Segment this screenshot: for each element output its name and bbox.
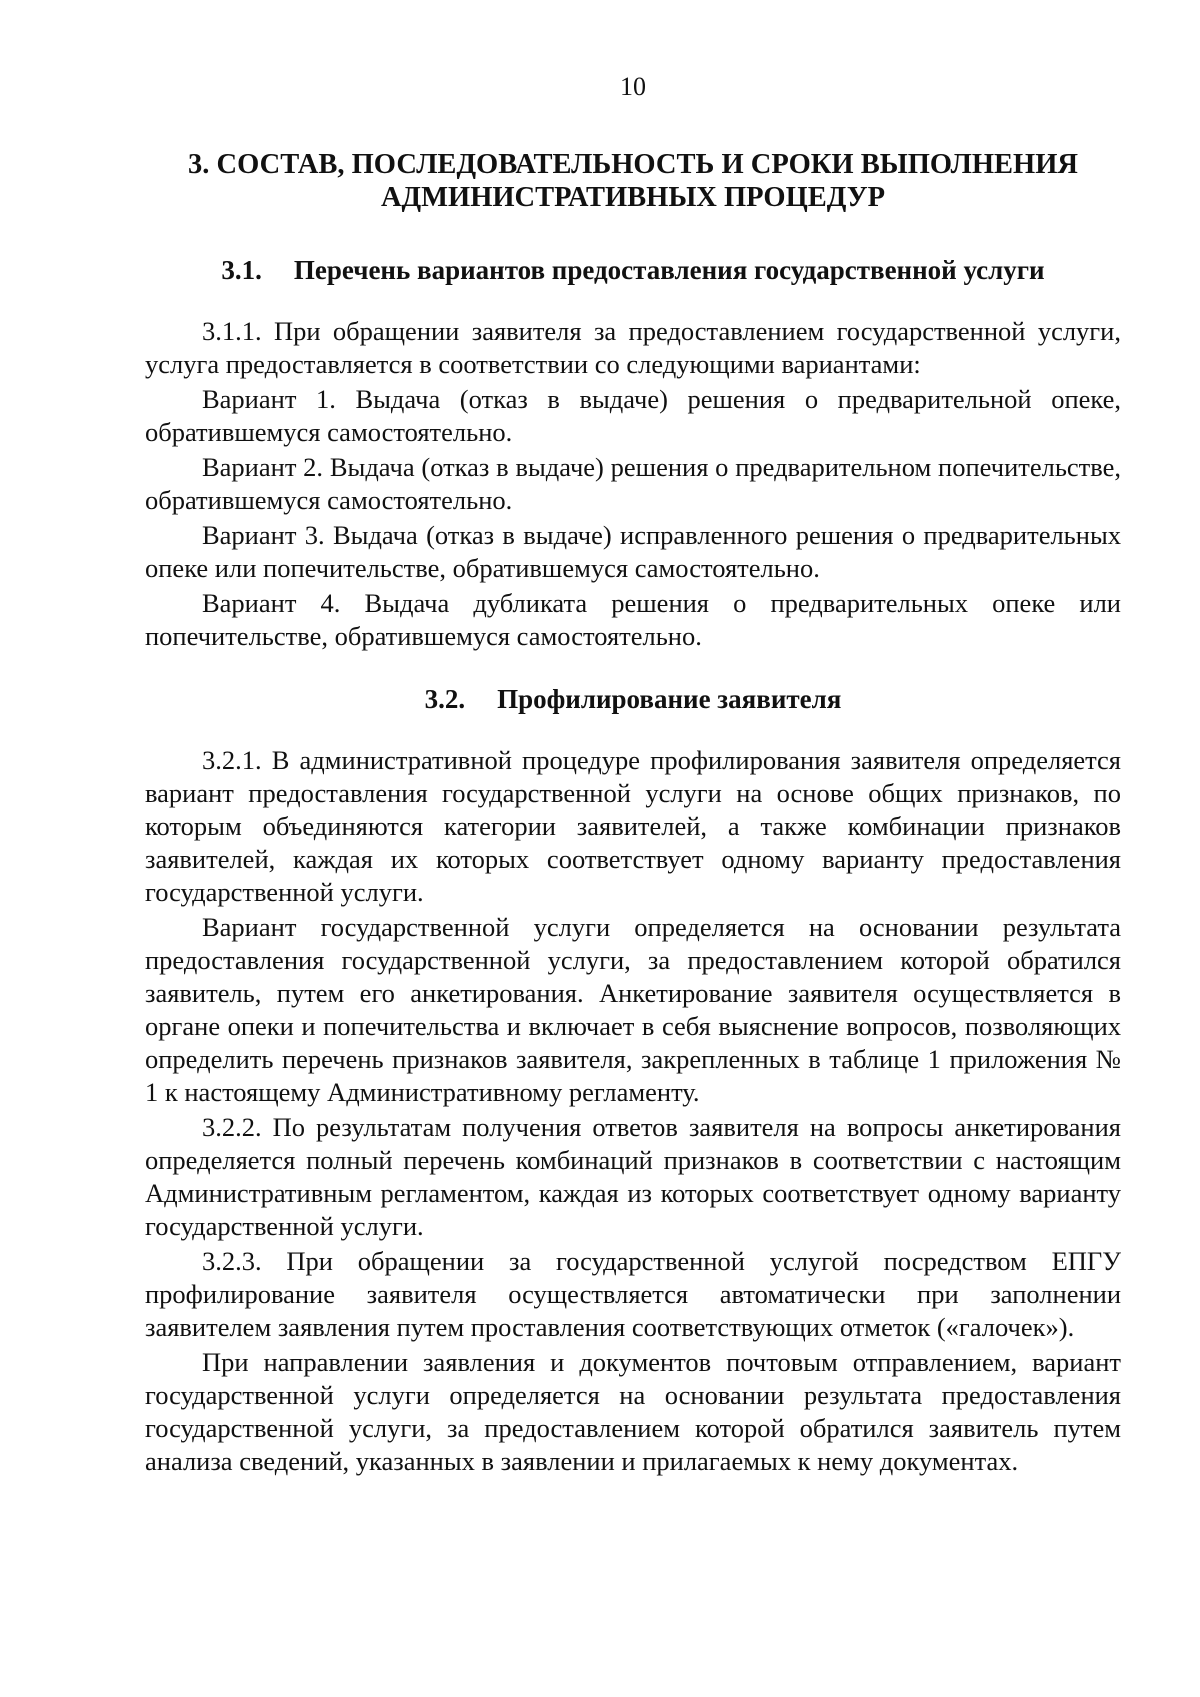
subsection-number: 3.1.	[221, 255, 262, 285]
section-title	[145, 148, 1121, 214]
section-title-line-1: 3. СОСТАВ, ПОСЛЕДОВАТЕЛЬНОСТЬ И СРОКИ ВЫПОЛНЕНИЯ	[188, 149, 1078, 180]
subsection-title-3-2	[145, 683, 1121, 716]
paragraph-variant-1: Вариант 1. Выдача (отказ в выдаче) решения о предварительной опеке, обратившемуся самостоятельно.	[145, 384, 1121, 447]
subsection-number: 3.2.	[424, 684, 466, 714]
section-title-line-2: АДМИНИСТРАТИВНЫХ ПРОЦЕДУР	[380, 182, 886, 213]
subsection-title-text: Профилирование заявителя	[497, 684, 842, 714]
paragraph-variant-determination: Вариант государственной услуги определяется на основании результата предоставления государственной услуги, за предоставлением которой обратился заявитель, путем его анкетирования. Анкетирование заявителя осуществляется в органе опеки и попечительства и включает в себя выяснение вопросов, позволяющих определить перечень признаков заявителя, закрепленных в таблице 1 приложения № 1 к настоящему Административному регламенту.	[145, 912, 1121, 1107]
paragraph-3-2-3: 3.2.3. При обращении за государственной услугой посредством ЕПГУ профилирование заявителя осуществляется автоматически при заполнении заявителем заявления путем проставления соответствующих отметок («галочек»).	[145, 1246, 1121, 1342]
paragraph-postal: При направлении заявления и документов почтовым отправлением, вариант государственной услуги определяется на основании результата предоставления государственной услуги, за предоставлением которой обратился заявитель путем анализа сведений, указанных в заявлении и прилагаемых к нему документах.	[145, 1347, 1121, 1476]
paragraph-3-1-1: 3.1.1. При обращении заявителя за предоставлением государственной услуги, услуга предоставляется в соответствии со следующими вариантами:	[145, 316, 1121, 379]
subsection-title-text: Перечень вариантов предоставления государственной услуги	[293, 255, 1045, 285]
document-content	[145, 148, 1121, 1478]
paragraph-3-2-2: 3.2.2. По результатам получения ответов заявителя на вопросы анкетирования определяется полный перечень комбинаций признаков в соответствии с настоящим Административным регламентом, каждая из которых соответствует одному варианту государственной услуги.	[145, 1112, 1121, 1241]
paragraph-variant-3: Вариант 3. Выдача (отказ в выдаче) исправленного решения о предварительных опеке или попечительстве, обратившемуся самостоятельно.	[145, 520, 1121, 583]
page-number: 10	[620, 72, 646, 101]
paragraph-variant-2: Вариант 2. Выдача (отказ в выдаче) решения о предварительном попечительстве, обратившемуся самостоятельно.	[145, 452, 1121, 515]
paragraph-variant-4: Вариант 4. Выдача дубликата решения о предварительных опеке или попечительстве, обратившемуся самостоятельно.	[145, 588, 1121, 651]
paragraph-3-2-1: 3.2.1. В административной процедуре профилирования заявителя определяется вариант предоставления государственной услуги на основе общих признаков, по которым объединяются категории заявителей, а также комбинации признаков заявителей, каждая их которых соответствует одному варианту предоставления государственной услуги.	[145, 745, 1121, 907]
subsection-title-3-1	[145, 254, 1121, 287]
